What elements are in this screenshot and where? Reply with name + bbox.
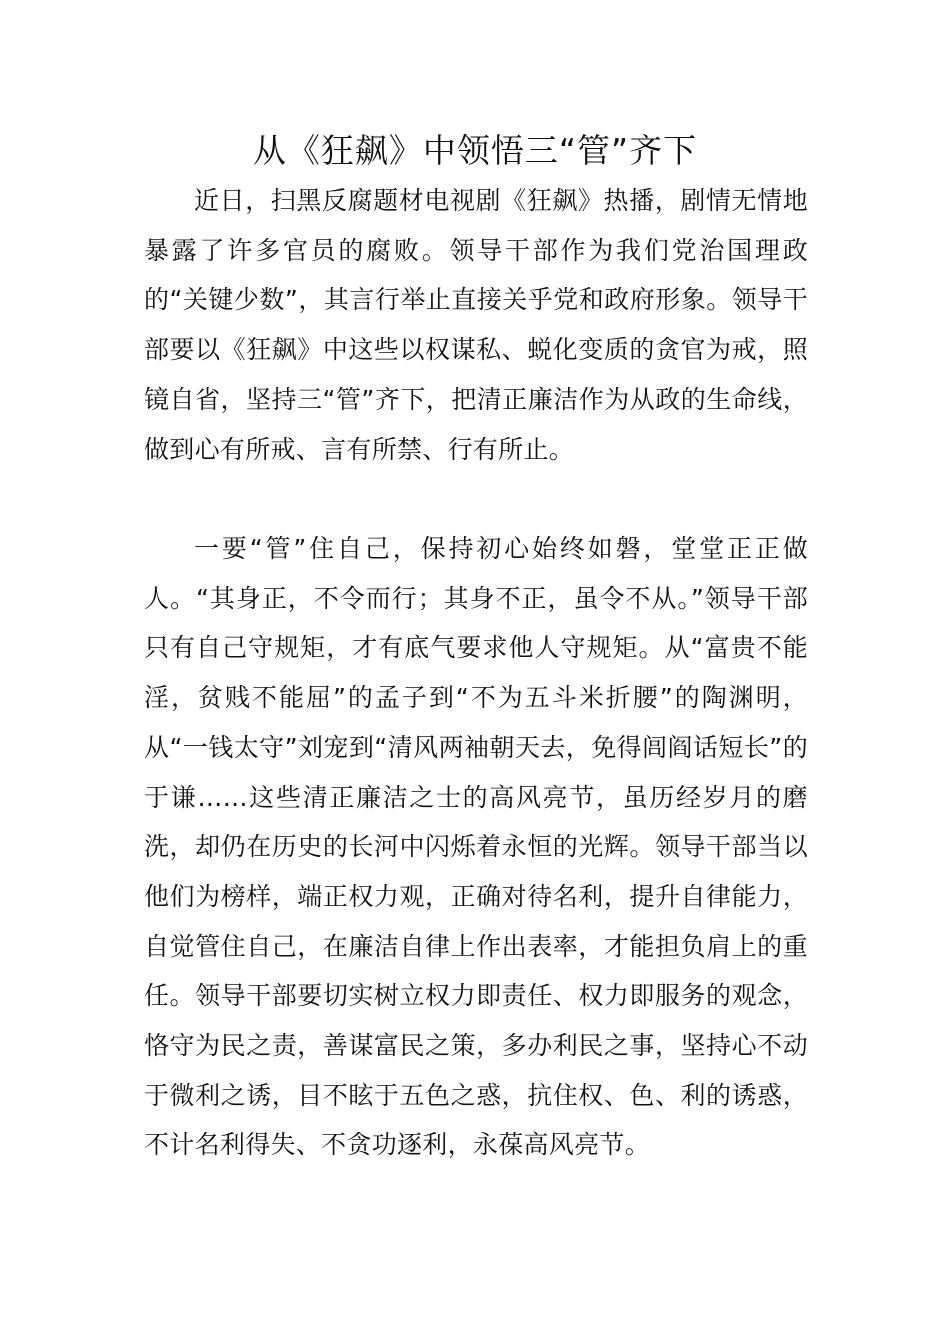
body-paragraph-first-point: 一要“管”住自己，保持初心始终如磐，堂堂正正做人。“其身正，不令而行；其身不正，虽令不从。”领导干部只有自己守规矩，才有底气要求他人守规矩。从“富贵不能淫，贫贱不能屈”的孟子到“不为五斗米折腰”的陶渊明，从“一钱太守”刘宠到“清风两袖朝天去，免得闾阎话短长”的于谦……这些清正廉洁之士的高风亮节，虽历经岁月的磨洗，却仍在历史的长河中闪烁着永恒的光辉。领导干部当以他们为榜样，端正权力观，正确对待名利，提升自律能力，自觉管住自己，在廉洁自律上作出表率，才能担负肩上的重任。领导干部要切实树立权力即责任、权力即服务的观念，恪守为民之责，善谋富民之策，多办利民之事，坚持心不动于微利之诱，目不眩于五色之惑，抗住权、色、利的诱惑，不计名利得失、不贪功逐利，永葆高风亮节。 bbox=[144, 534, 808, 1160]
body-paragraph-intro: 近日，扫黑反腐题材电视剧《狂飙》热播，剧情无情地暴露了许多官员的腐败。领导干部作为我们党治国理政的“关键少数”，其言行举止直接关乎党和政府形象。领导干部要以《狂飙》中这些以权谋私、蜕化变质的贪官为戒，照镜自省，坚持三“管”齐下，把清正廉洁作为从政的生命线，做到心有所戒、言有所禁、行有所止。 bbox=[144, 186, 808, 464]
document-title: 从《狂飙》中领悟三“管”齐下 bbox=[252, 131, 698, 170]
